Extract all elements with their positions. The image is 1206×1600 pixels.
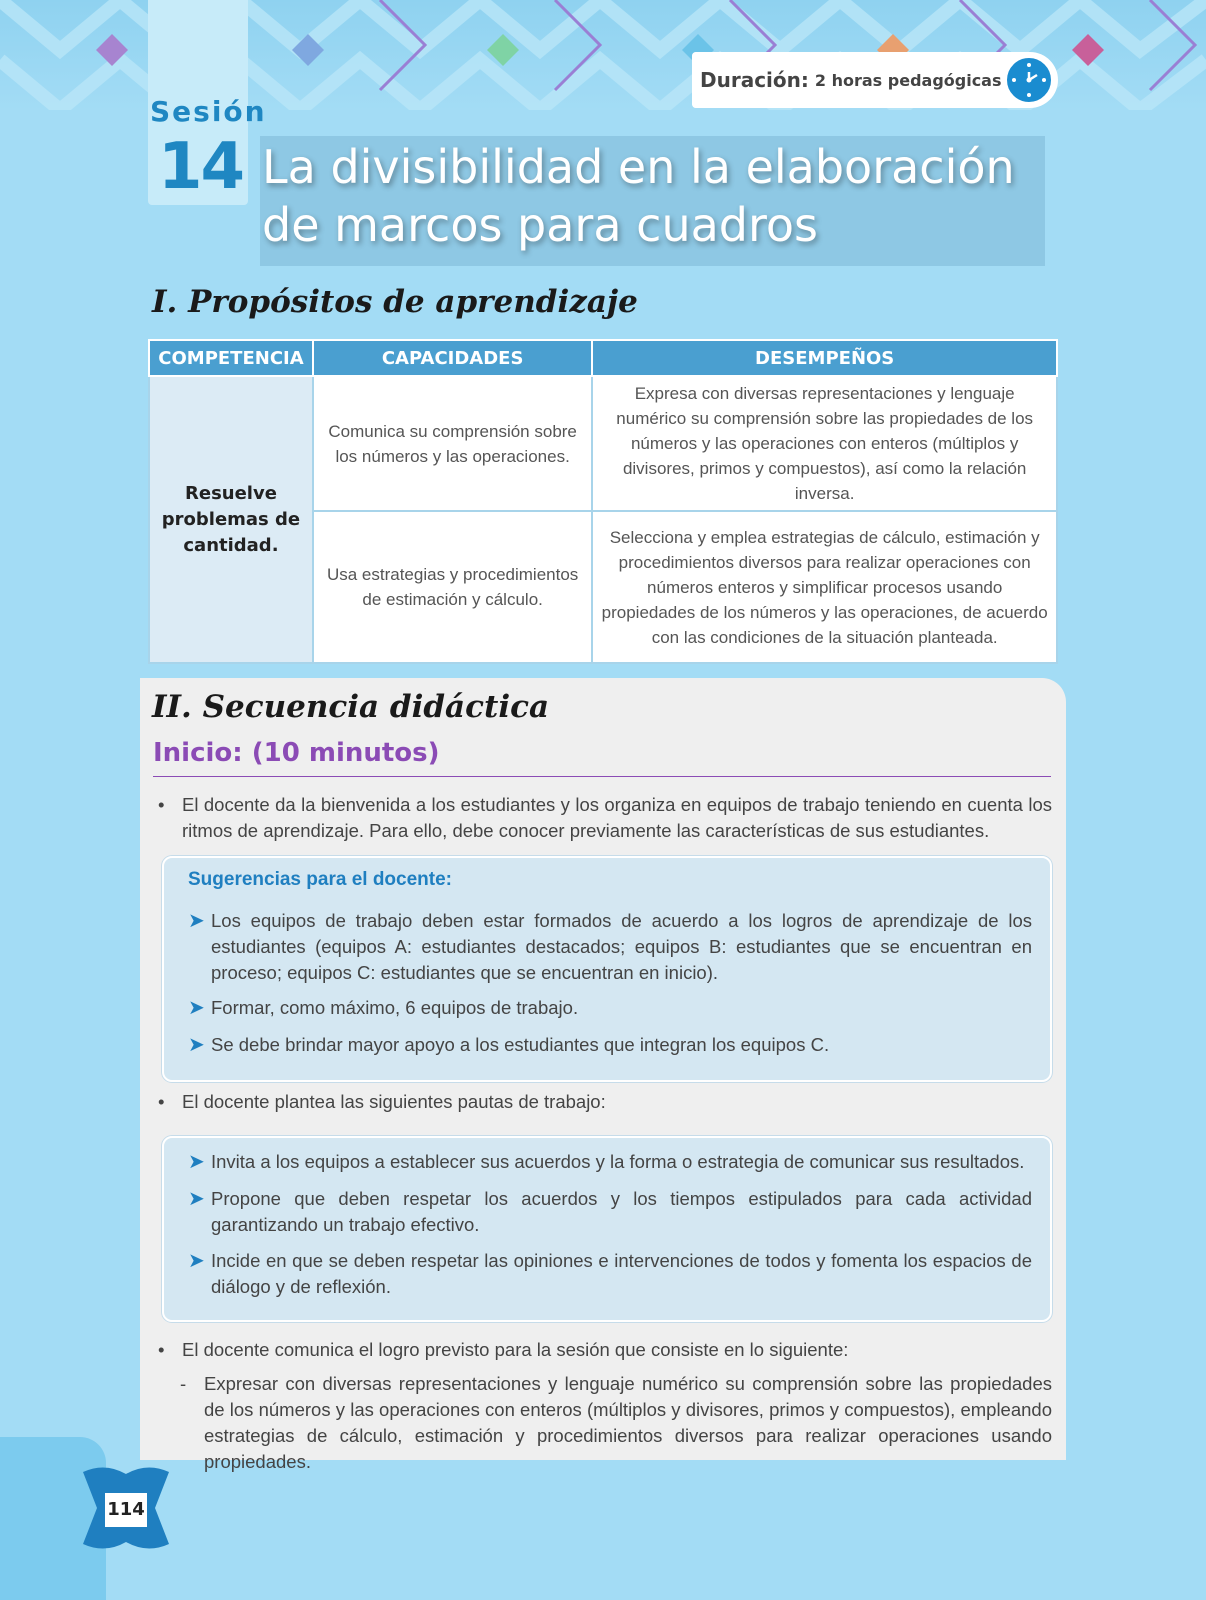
- list-item: [158, 1337, 1052, 1363]
- guideline-text: Propone que deben respetar los acuerdos y los tiempos estipulados para cada actividad garantizando un trabajo efectivo.: [211, 1188, 1032, 1235]
- arrow-icon: ➤: [188, 1188, 205, 1210]
- suggestions-title: Sugerencias para el docente:: [188, 869, 452, 890]
- bullet-text: El docente comunica el logro previsto para la sesión que consiste en lo siguiente:: [182, 1339, 849, 1360]
- section-heading-secuencia: II. Secuencia didáctica: [152, 689, 550, 725]
- inicio-label: Inicio: (10 minutos): [153, 738, 440, 768]
- list-item: [188, 1186, 1032, 1238]
- list-item: [188, 908, 1032, 986]
- table-header-desempenos: DESEMPEÑOS: [592, 340, 1057, 376]
- bullet-marker: •: [158, 1339, 165, 1360]
- table-cell-competencia: Resuelve problemas de cantidad.: [149, 376, 313, 663]
- list-item: [188, 1149, 1032, 1175]
- arrow-icon: ➤: [188, 910, 205, 932]
- bullet-marker: •: [158, 1091, 165, 1112]
- suggestion-text: Formar, como máximo, 6 equipos de trabajo.: [211, 997, 579, 1018]
- list-item: [158, 1089, 1052, 1115]
- page-number: 114: [105, 1493, 147, 1527]
- table-cell-capacidad: Comunica su comprensión sobre los números y las operaciones.: [313, 376, 592, 511]
- dash-marker: -: [180, 1373, 187, 1394]
- bullet-marker: •: [158, 794, 165, 815]
- session-number: 14: [158, 130, 244, 204]
- table-cell-desempeno: Expresa con diversas representaciones y lenguaje numérico su comprensión sobre las propiedades de los números y las operaciones con enteros (múltiplos y divisores, primos y compuestos), así como la relación inversa.: [592, 376, 1057, 511]
- section-heading-propositos: I. Propósitos de aprendizaje: [152, 284, 638, 320]
- list-item: [188, 1248, 1032, 1300]
- table-cell-capacidad: Usa estrategias y procedimientos de estimación y cálculo.: [313, 511, 592, 663]
- guideline-text: Invita a los equipos a establecer sus acuerdos y la forma o estrategia de comunicar sus resultados.: [211, 1151, 1025, 1172]
- arrow-icon: ➤: [188, 1250, 205, 1272]
- inicio-divider: [153, 776, 1051, 777]
- dash-text: Expresar con diversas representaciones y lenguaje numérico su comprensión sobre las propiedades de los números y las operaciones con enteros (múltiplos y divisores, primos y compuestos), empleando estrategias de cálculo, estimación y procedimientos diversos para realizar operaciones usando propiedades.: [204, 1373, 1052, 1472]
- clock-icon: [1004, 55, 1054, 105]
- list-item: [188, 995, 1032, 1021]
- guideline-text: Incide en que se deben respetar las opiniones e intervenciones de todos y fomenta los espacios de diálogo y de reflexión.: [211, 1250, 1032, 1297]
- duration-value: 2 horas pedagógicas: [814, 70, 1002, 90]
- list-item: [158, 792, 1052, 844]
- table-header-capacidades: CAPACIDADES: [313, 340, 592, 376]
- list-item: [180, 1371, 1052, 1475]
- duration-badge: [692, 52, 1058, 108]
- arrow-icon: ➤: [188, 997, 205, 1019]
- suggestion-text: Los equipos de trabajo deben estar formados de acuerdo a los logros de aprendizaje de los estudiantes (equipos A: estudiantes destacados; equipos B: estudiantes que se encuentran en proceso; equipos C: estudiantes que se encuentran en inicio).: [211, 910, 1032, 983]
- duration-label: Duración:: [700, 68, 809, 92]
- arrow-icon: ➤: [188, 1151, 205, 1173]
- bullet-text: El docente plantea las siguientes pautas de trabajo:: [182, 1091, 606, 1112]
- arrow-icon: ➤: [188, 1034, 205, 1056]
- table-cell-desempeno: Selecciona y emplea estrategias de cálculo, estimación y procedimientos diversos para realizar operaciones con números enteros y simplificar procesos usando propiedades de los números y las operaciones, de acuerdo con las condiciones de la situación planteada.: [592, 511, 1057, 663]
- learning-purposes-table: [148, 339, 1058, 664]
- list-item: [188, 1032, 1032, 1058]
- suggestion-text: Se debe brindar mayor apoyo a los estudiantes que integran los equipos C.: [211, 1034, 830, 1055]
- bullet-text: El docente da la bienvenida a los estudiantes y los organiza en equipos de trabajo teniendo en cuenta los ritmos de aprendizaje. Para ello, debe conocer previamente las características de sus estudiantes.: [182, 794, 1052, 841]
- page-title: La divisibilidad en la elaboración de marcos para cuadros: [262, 140, 1015, 252]
- session-label: Sesión: [150, 95, 267, 128]
- table-header-competencia: COMPETENCIA: [149, 340, 313, 376]
